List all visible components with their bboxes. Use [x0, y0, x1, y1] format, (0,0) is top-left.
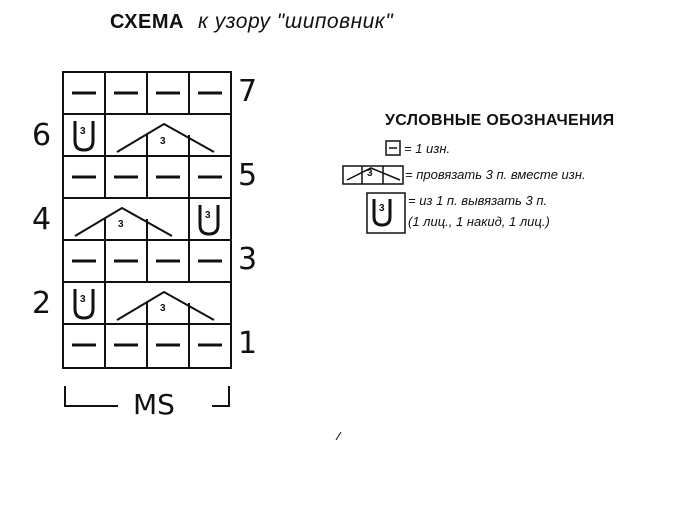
stitch-count-label: 3 [118, 219, 124, 230]
row-number-4: 4 [32, 202, 52, 237]
stitch-count-label: 3 [205, 210, 211, 221]
row-number-2: 2 [32, 286, 52, 321]
ms-label: MS [133, 388, 175, 421]
legend-purl-text: = 1 изн. [404, 141, 451, 156]
row-number-7: 7 [238, 74, 258, 109]
stitch-count-label: 3 [80, 126, 86, 137]
legend-inc3-text: = из 1 п. вывязать 3 п. [408, 193, 548, 208]
title-subtitle: к узору "шиповник" [198, 10, 394, 33]
row-number-5: 5 [238, 158, 258, 193]
legend-symbols [336, 141, 405, 440]
title-scheme: СХЕМА [110, 11, 184, 33]
legend-title: УСЛОВНЫЕ ОБОЗНАЧЕНИЯ [385, 112, 615, 129]
knit3tog-triangles [75, 124, 214, 320]
stitch-count-label: 3 [160, 136, 166, 147]
row-number-3: 3 [238, 242, 258, 277]
stitch-count-label: 3 [160, 303, 166, 314]
stitch-count-label: 3 [367, 168, 373, 179]
row-number-1: 1 [238, 326, 258, 361]
legend-knit3tog-text: = провязать 3 п. вместе изн. [405, 167, 586, 182]
row-number-6: 6 [32, 118, 52, 153]
stitch-count-label: 3 [80, 294, 86, 305]
stitch-count-label: 3 [379, 203, 385, 214]
legend-inc3-detail: (1 лиц., 1 накид, 1 лиц.) [408, 214, 550, 229]
